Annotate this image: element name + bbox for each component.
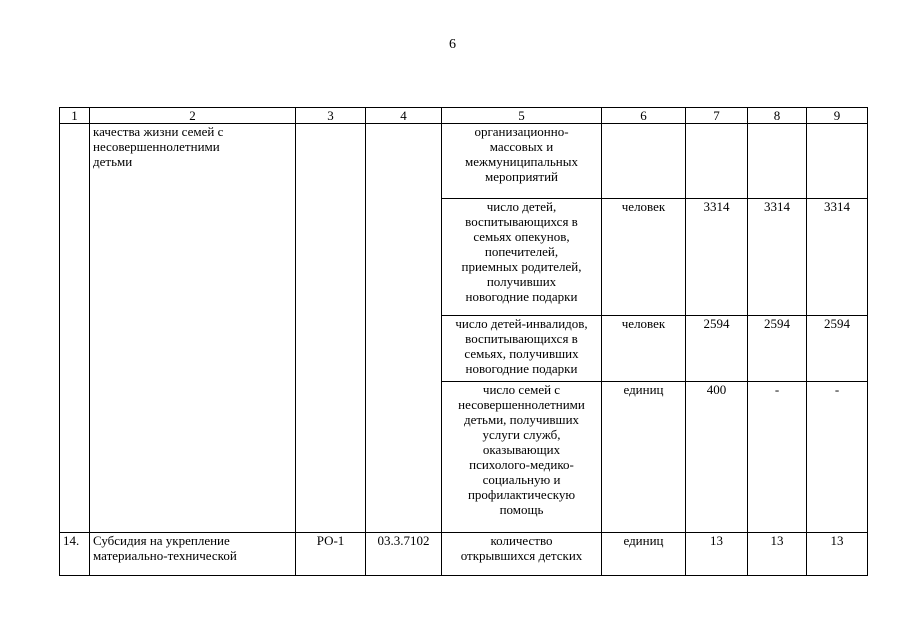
- indicator-cell: количество открывшихся детских: [442, 533, 602, 576]
- header-cell-5: 5: [442, 108, 602, 124]
- value-cell-7: 400: [686, 382, 748, 533]
- indicator-cell: число детей-инвалидов, воспитывающихся в семьях, получивших новогодние подарки: [442, 316, 602, 382]
- budget-code-cell: [366, 124, 442, 533]
- unit-cell: единиц: [602, 382, 686, 533]
- indicator-cell: организационно- массовых и межмуниципальных мероприятий: [442, 124, 602, 199]
- value-cell-9: -: [807, 382, 868, 533]
- unit-cell: [602, 124, 686, 199]
- header-cell-9: 9: [807, 108, 868, 124]
- table-header-row: [60, 108, 868, 124]
- value-cell-9: 13: [807, 533, 868, 576]
- header-cell-6: 6: [602, 108, 686, 124]
- budget-code-cell: 03.3.7102: [366, 533, 442, 576]
- value-cell-8: -: [748, 382, 807, 533]
- unit-cell: человек: [602, 316, 686, 382]
- measure-name-cell: качества жизни семей с несовершеннолетними детьми: [90, 124, 296, 533]
- value-cell-7: 13: [686, 533, 748, 576]
- value-cell-8: 13: [748, 533, 807, 576]
- header-cell-3: 3: [296, 108, 366, 124]
- value-cell-7: 2594: [686, 316, 748, 382]
- indicator-cell: число семей с несовершеннолетними детьми, получивших услуги служб, оказывающих психолого-медико- социальную и профилактическую помощь: [442, 382, 602, 533]
- table-row: [60, 124, 868, 199]
- header-cell-8: 8: [748, 108, 807, 124]
- executor-code-cell: РО-1: [296, 533, 366, 576]
- header-cell-4: 4: [366, 108, 442, 124]
- row-number-cell: 14.: [60, 533, 90, 576]
- header-cell-2: 2: [90, 108, 296, 124]
- value-cell-8: 3314: [748, 199, 807, 316]
- page-number: 6: [449, 37, 456, 52]
- table-row: [60, 533, 868, 576]
- indicator-cell: число детей, воспитывающихся в семьях опекунов, попечителей, приемных родителей, получивших новогодние подарки: [442, 199, 602, 316]
- row-number-cell: [60, 124, 90, 533]
- value-cell-7: [686, 124, 748, 199]
- value-cell-8: [748, 124, 807, 199]
- executor-code-cell: [296, 124, 366, 533]
- value-cell-8: 2594: [748, 316, 807, 382]
- unit-cell: единиц: [602, 533, 686, 576]
- value-cell-9: [807, 124, 868, 199]
- program-indicators-table: [59, 107, 868, 576]
- header-cell-7: 7: [686, 108, 748, 124]
- header-cell-1: 1: [60, 108, 90, 124]
- value-cell-9: 3314: [807, 199, 868, 316]
- measure-name-cell: Субсидия на укрепление материально-технической: [90, 533, 296, 576]
- unit-cell: человек: [602, 199, 686, 316]
- value-cell-7: 3314: [686, 199, 748, 316]
- value-cell-9: 2594: [807, 316, 868, 382]
